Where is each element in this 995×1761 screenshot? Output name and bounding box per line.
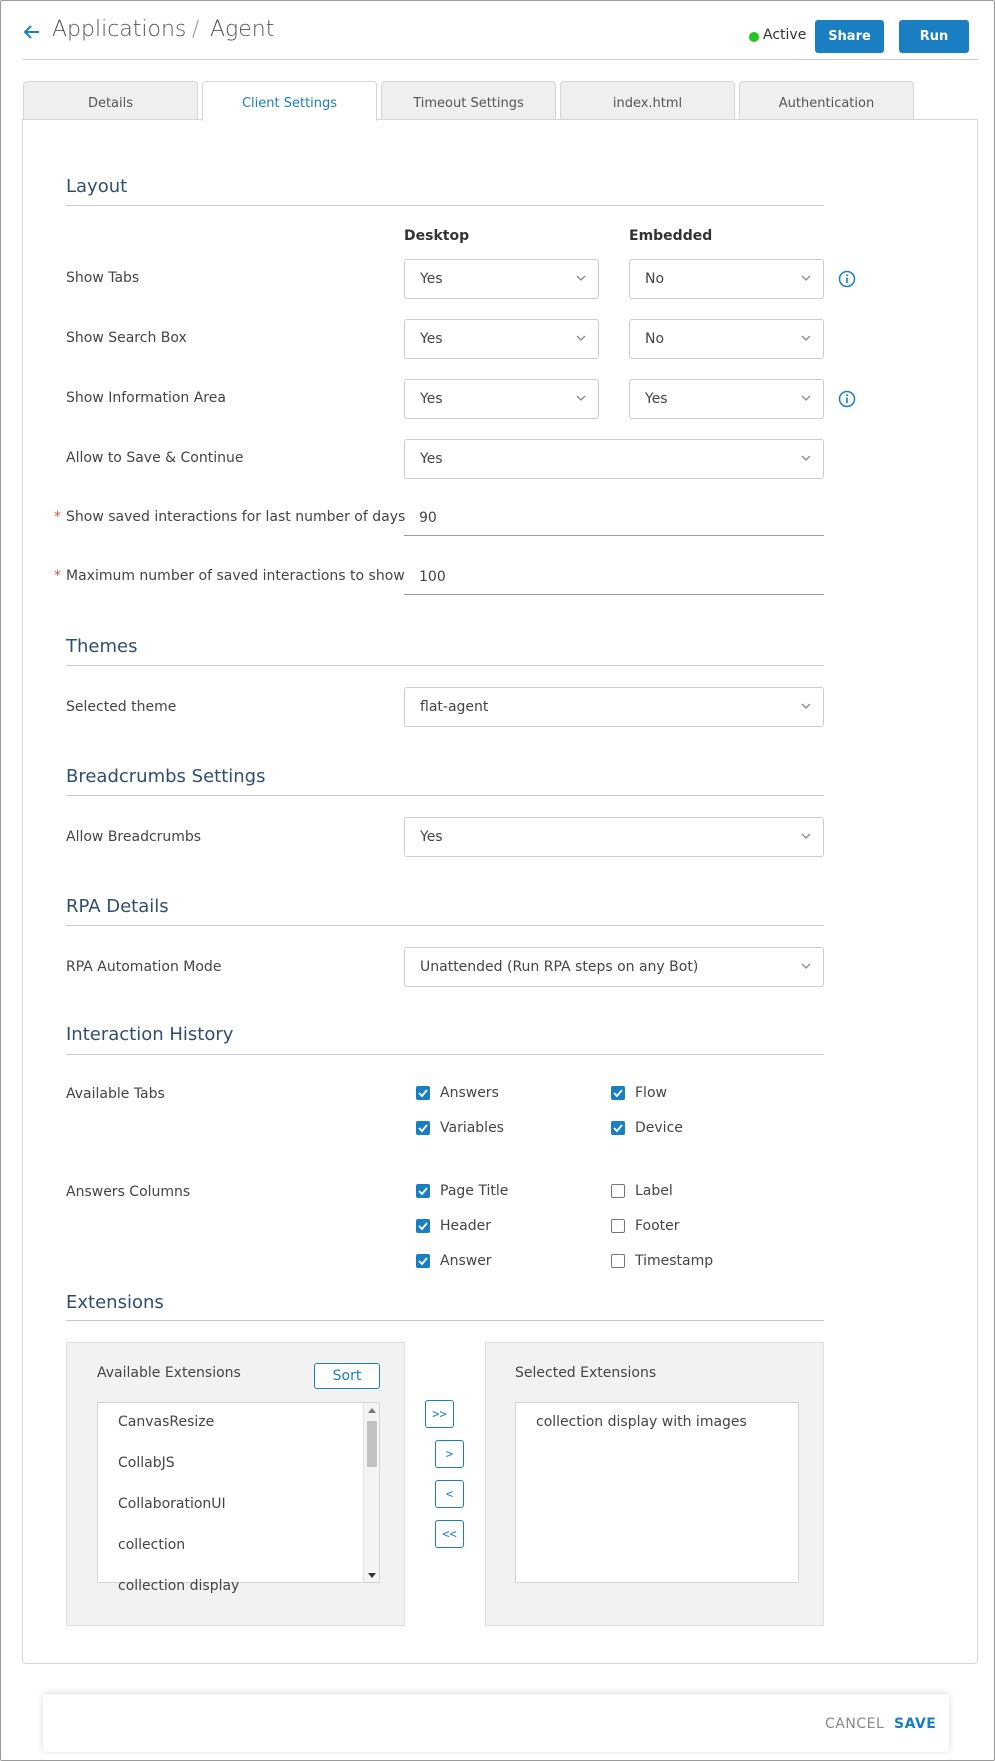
breadcrumb-agent: Agent [210, 17, 275, 42]
info-icon[interactable] [838, 390, 856, 408]
checkmark-icon [417, 1255, 429, 1267]
selected-extensions-list[interactable] [515, 1402, 799, 1583]
checkmark-icon [612, 1087, 624, 1099]
checkbox-unchecked[interactable] [611, 1184, 625, 1198]
select-value: Yes [420, 829, 443, 845]
checkmark-icon [612, 1122, 624, 1134]
tab-authentication[interactable]: Authentication [739, 81, 914, 119]
show-info-desktop-select[interactable] [404, 379, 599, 419]
checkmark-icon [417, 1122, 429, 1134]
selected-extension-item[interactable]: collection display with images [536, 1414, 747, 1430]
select-value: Yes [420, 331, 443, 347]
checkmark-icon [417, 1220, 429, 1232]
saved-days-label [54, 509, 406, 525]
rpa-automation-mode-label: RPA Automation Mode [66, 959, 222, 975]
tab-timeout-settings[interactable]: Timeout Settings [381, 81, 556, 119]
show-search-box-label: Show Search Box [66, 330, 187, 346]
select-value: Yes [645, 391, 668, 407]
max-saved-label-text: Maximum number of saved interactions to show [66, 568, 405, 584]
checkbox-label: Answers [440, 1085, 499, 1101]
chevron-down-icon [801, 333, 811, 343]
show-tabs-label: Show Tabs [66, 270, 140, 286]
checkbox-label: Timestamp [635, 1253, 714, 1269]
select-value: flat-agent [420, 699, 489, 715]
checkbox-checked[interactable] [611, 1121, 625, 1135]
tab-details[interactable]: Details [23, 81, 198, 119]
chevron-down-icon [801, 453, 811, 463]
move-right-button[interactable]: > [435, 1440, 464, 1468]
section-divider [66, 925, 824, 926]
checkbox-checked[interactable] [416, 1254, 430, 1268]
column-header-embedded: Embedded [629, 228, 713, 244]
checkbox-label: Answer [440, 1253, 492, 1269]
section-title-interaction-history: Interaction History [66, 1024, 234, 1045]
save-button[interactable]: SAVE [894, 1716, 937, 1732]
checkbox-label: Page Title [440, 1183, 509, 1199]
available-extensions-list[interactable] [97, 1402, 380, 1594]
allow-save-continue-label: Allow to Save & Continue [66, 450, 244, 466]
allow-breadcrumbs-label: Allow Breadcrumbs [66, 829, 202, 845]
chevron-down-icon [801, 961, 811, 971]
available-extensions-panel [66, 1342, 405, 1626]
select-value: No [645, 271, 665, 287]
show-tabs-desktop-select[interactable] [404, 259, 599, 299]
checkbox-checked[interactable] [611, 1086, 625, 1100]
checkbox-label: Flow [635, 1085, 667, 1101]
checkmark-icon [417, 1087, 429, 1099]
required-asterisk: * [54, 568, 61, 584]
scroll-down-icon[interactable] [368, 1573, 376, 1579]
checkbox-unchecked[interactable] [611, 1254, 625, 1268]
selected-extensions-panel [485, 1342, 824, 1626]
select-value: Yes [420, 271, 443, 287]
selected-theme-select[interactable] [404, 687, 824, 727]
chevron-down-icon [576, 333, 586, 343]
status-text: Active [763, 27, 807, 43]
saved-days-input[interactable]: 90 [404, 500, 824, 536]
breadcrumb-separator: / [192, 17, 200, 42]
select-value: Yes [420, 391, 443, 407]
available-extensions-title: Available Extensions [97, 1365, 241, 1381]
scroll-up-icon[interactable] [368, 1407, 376, 1413]
move-all-left-button[interactable]: << [435, 1520, 464, 1548]
checkbox-checked[interactable] [416, 1219, 430, 1233]
allow-save-continue-select[interactable] [404, 439, 824, 479]
info-icon[interactable] [838, 270, 856, 288]
section-title-breadcrumbs: Breadcrumbs Settings [66, 766, 266, 787]
available-extension-item[interactable]: collection [118, 1537, 186, 1553]
section-title-layout: Layout [66, 176, 128, 197]
checkbox-checked[interactable] [416, 1121, 430, 1135]
checkbox-label: Label [635, 1183, 673, 1199]
chevron-down-icon [801, 701, 811, 711]
available-extension-item[interactable]: CollaborationUI [118, 1496, 226, 1512]
section-title-themes: Themes [66, 636, 138, 657]
max-saved-label [54, 568, 405, 584]
status-dot [749, 32, 759, 42]
list-scrollbar[interactable] [363, 1403, 379, 1582]
chevron-down-icon [576, 273, 586, 283]
answers-columns-label: Answers Columns [66, 1184, 191, 1200]
section-divider [66, 1054, 824, 1055]
sort-button[interactable]: Sort [314, 1363, 380, 1389]
header-divider [23, 59, 978, 60]
tab-client-settings[interactable]: Client Settings [202, 81, 377, 121]
required-asterisk: * [54, 509, 61, 525]
section-divider [66, 205, 824, 206]
checkbox-checked[interactable] [416, 1086, 430, 1100]
breadcrumb-applications[interactable]: Applications [52, 17, 187, 42]
available-tabs-label: Available Tabs [66, 1086, 165, 1102]
show-information-area-label: Show Information Area [66, 390, 226, 406]
footer-bar [43, 1694, 949, 1752]
checkbox-label: Footer [635, 1218, 680, 1234]
select-value: Yes [420, 451, 443, 467]
section-title-rpa: RPA Details [66, 896, 169, 917]
scrollbar-thumb[interactable] [367, 1421, 377, 1467]
select-value: Unattended (Run RPA steps on any Bot) [420, 959, 699, 975]
checkbox-label: Device [635, 1120, 683, 1136]
section-divider [66, 1320, 824, 1321]
chevron-down-icon [801, 831, 811, 841]
share-button[interactable]: Share [815, 20, 884, 53]
back-arrow-icon[interactable] [22, 22, 42, 42]
checkbox-unchecked[interactable] [611, 1219, 625, 1233]
chevron-down-icon [801, 393, 811, 403]
column-header-desktop: Desktop [404, 228, 470, 244]
saved-days-label-text: Show saved interactions for last number of days [66, 509, 406, 525]
section-divider [66, 795, 824, 796]
show-info-embedded-select[interactable] [629, 379, 824, 419]
rpa-automation-mode-select[interactable] [404, 947, 824, 987]
cancel-button[interactable]: CANCEL [825, 1716, 885, 1732]
move-all-right-button[interactable]: >> [425, 1400, 454, 1428]
show-tabs-embedded-select[interactable] [629, 259, 824, 299]
checkbox-label: Variables [440, 1120, 504, 1136]
chevron-down-icon [801, 273, 811, 283]
show-search-embedded-select[interactable] [629, 319, 824, 359]
section-title-extensions: Extensions [66, 1292, 164, 1313]
available-extension-item[interactable]: collection display [118, 1578, 240, 1594]
selected-theme-label: Selected theme [66, 699, 177, 715]
available-extension-item[interactable]: CollabJS [118, 1455, 175, 1471]
select-value: No [645, 331, 665, 347]
available-extension-item[interactable]: CanvasResize [118, 1414, 215, 1430]
run-button[interactable]: Run [899, 20, 969, 53]
checkbox-label: Header [440, 1218, 491, 1234]
max-saved-input[interactable]: 100 [404, 559, 824, 595]
section-divider [66, 665, 824, 666]
checkmark-icon [417, 1185, 429, 1197]
chevron-down-icon [576, 393, 586, 403]
tab-index-html[interactable]: index.html [560, 81, 735, 119]
show-search-desktop-select[interactable] [404, 319, 599, 359]
checkbox-checked[interactable] [416, 1184, 430, 1198]
move-left-button[interactable]: < [435, 1480, 464, 1508]
allow-breadcrumbs-select[interactable] [404, 817, 824, 857]
selected-extensions-title: Selected Extensions [515, 1365, 657, 1381]
